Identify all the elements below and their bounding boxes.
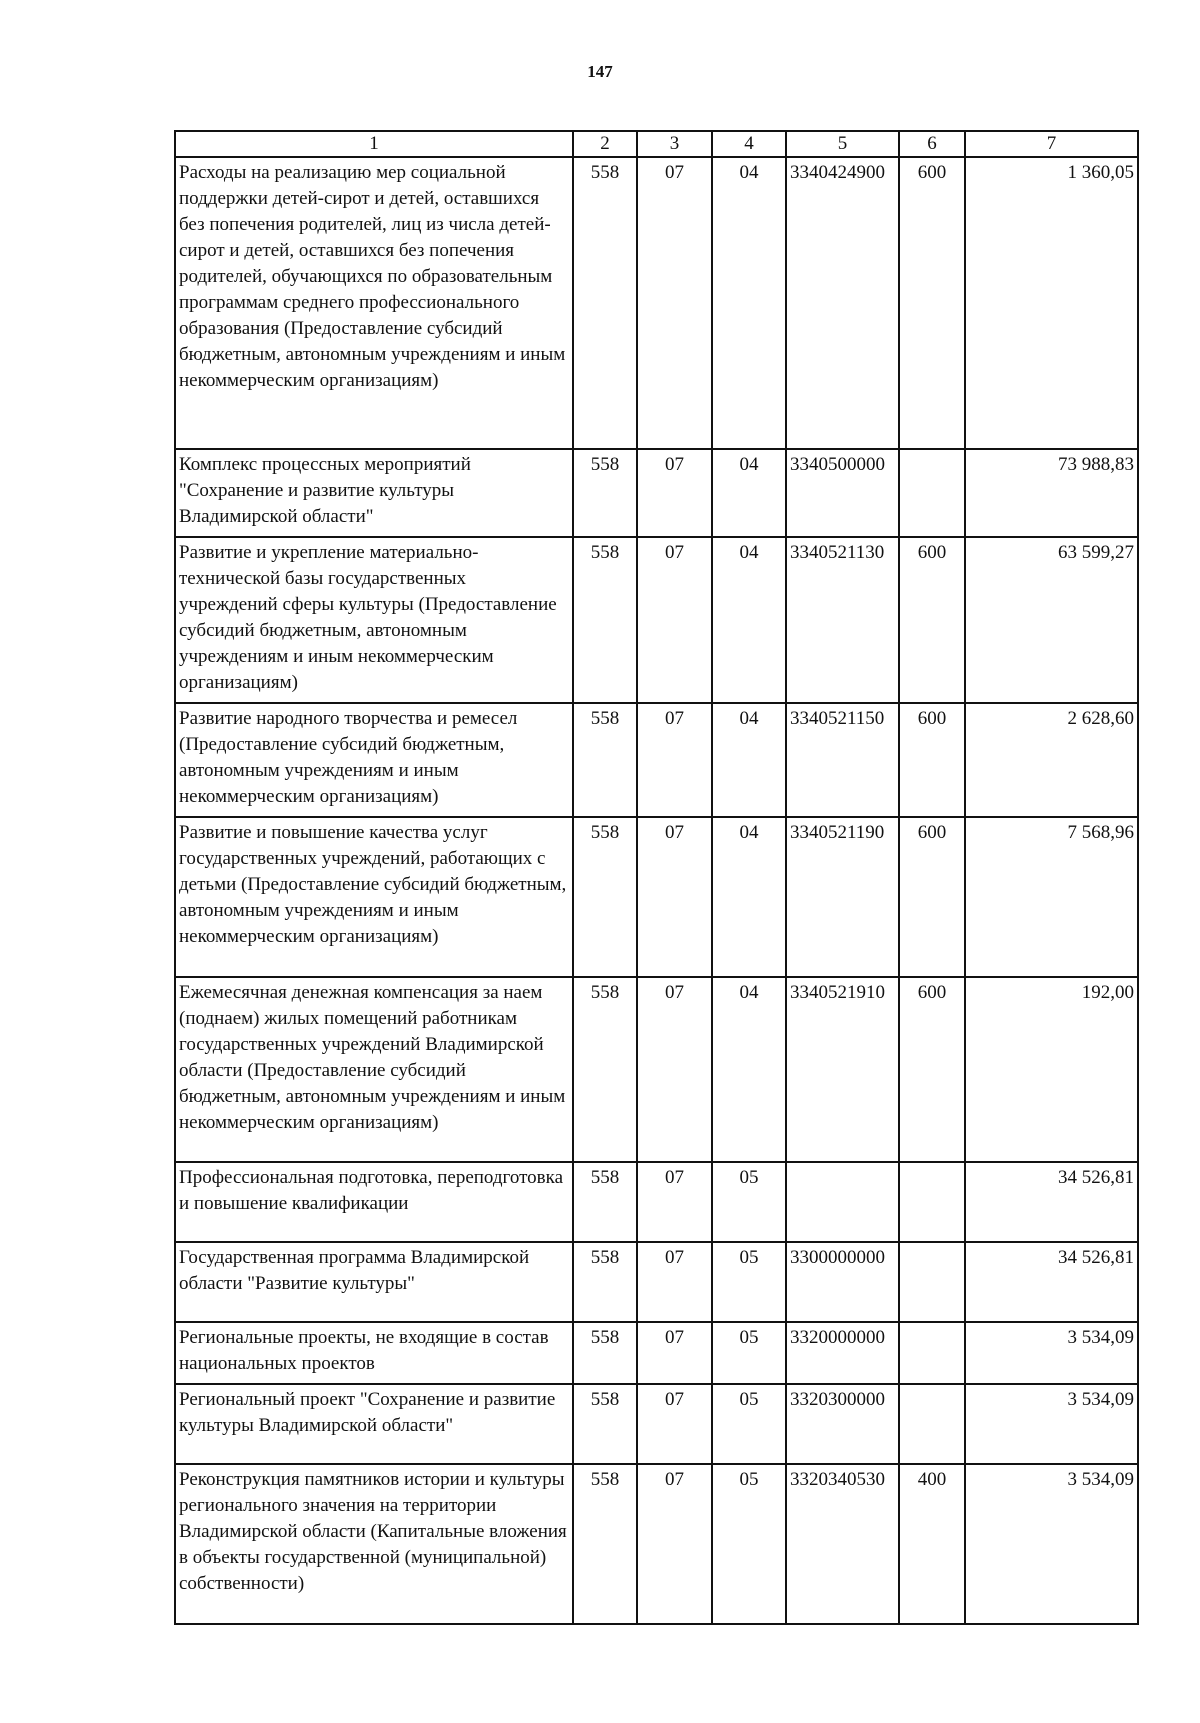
subsection-code: 05 bbox=[712, 1384, 786, 1464]
target-article-code: 3320000000 bbox=[786, 1322, 899, 1384]
section-code: 07 bbox=[637, 1242, 712, 1322]
target-article-code: 3320340530 bbox=[786, 1464, 899, 1624]
ministry-code: 558 bbox=[573, 449, 637, 537]
row-name: Ежемесячная денежная компенсация за наем (поднаем) жилых помещений работникам государственных учреждений Владимирской области (Предоставление субсидий бюджетным, автономным учреждениям и иным некоммерческим организациям) bbox=[175, 977, 573, 1162]
expense-kind-code bbox=[899, 1242, 965, 1322]
table-row bbox=[175, 1162, 1138, 1242]
ministry-code: 558 bbox=[573, 1322, 637, 1384]
ministry-code: 558 bbox=[573, 157, 637, 449]
amount: 3 534,09 bbox=[965, 1322, 1138, 1384]
section-code: 07 bbox=[637, 537, 712, 703]
subsection-code: 05 bbox=[712, 1464, 786, 1624]
ministry-code: 558 bbox=[573, 1464, 637, 1624]
row-name: Профессиональная подготовка, переподготовка и повышение квалификации bbox=[175, 1162, 573, 1242]
amount: 3 534,09 bbox=[965, 1464, 1138, 1624]
budget-table bbox=[174, 130, 1139, 1625]
subsection-code: 04 bbox=[712, 537, 786, 703]
amount: 1 360,05 bbox=[965, 157, 1138, 449]
amount: 34 526,81 bbox=[965, 1162, 1138, 1242]
target-article-code: 3340521150 bbox=[786, 703, 899, 817]
subsection-code: 04 bbox=[712, 817, 786, 977]
amount: 73 988,83 bbox=[965, 449, 1138, 537]
table-row bbox=[175, 1242, 1138, 1322]
section-code: 07 bbox=[637, 449, 712, 537]
row-name: Развитие и укрепление материально-технической базы государственных учреждений сферы культуры (Предоставление субсидий бюджетным, автономным учреждениям и иным некоммерческим организациям) bbox=[175, 537, 573, 703]
column-header-3: 3 bbox=[637, 131, 712, 157]
row-name: Государственная программа Владимирской области "Развитие культуры" bbox=[175, 1242, 573, 1322]
expense-kind-code: 600 bbox=[899, 977, 965, 1162]
subsection-code: 04 bbox=[712, 157, 786, 449]
subsection-code: 04 bbox=[712, 977, 786, 1162]
subsection-code: 05 bbox=[712, 1162, 786, 1242]
ministry-code: 558 bbox=[573, 817, 637, 977]
row-name: Комплекс процессных мероприятий "Сохранение и развитие культуры Владимирской области" bbox=[175, 449, 573, 537]
table-row bbox=[175, 157, 1138, 449]
table-row bbox=[175, 537, 1138, 703]
row-name: Реконструкция памятников истории и культуры регионального значения на территории Владимирской области (Капитальные вложения в объекты государственной (муниципальной) собственности) bbox=[175, 1464, 573, 1624]
expense-kind-code: 600 bbox=[899, 817, 965, 977]
section-code: 07 bbox=[637, 1162, 712, 1242]
section-code: 07 bbox=[637, 1384, 712, 1464]
table-row bbox=[175, 1464, 1138, 1624]
target-article-code: 3340521130 bbox=[786, 537, 899, 703]
amount: 7 568,96 bbox=[965, 817, 1138, 977]
target-article-code: 3320300000 bbox=[786, 1384, 899, 1464]
expense-kind-code bbox=[899, 1384, 965, 1464]
subsection-code: 05 bbox=[712, 1322, 786, 1384]
expense-kind-code: 600 bbox=[899, 703, 965, 817]
ministry-code: 558 bbox=[573, 703, 637, 817]
target-article-code: 3340521190 bbox=[786, 817, 899, 977]
subsection-code: 05 bbox=[712, 1242, 786, 1322]
table-row bbox=[175, 703, 1138, 817]
column-header-7: 7 bbox=[965, 131, 1138, 157]
target-article-code: 3340500000 bbox=[786, 449, 899, 537]
row-name: Региональный проект "Сохранение и развитие культуры Владимирской области" bbox=[175, 1384, 573, 1464]
row-name: Развитие и повышение качества услуг государственных учреждений, работающих с детьми (Предоставление субсидий бюджетным, автономным учреждениям и иным некоммерческим организациям) bbox=[175, 817, 573, 977]
subsection-code: 04 bbox=[712, 703, 786, 817]
column-header-2: 2 bbox=[573, 131, 637, 157]
amount: 2 628,60 bbox=[965, 703, 1138, 817]
row-name: Развитие народного творчества и ремесел (Предоставление субсидий бюджетным, автономным учреждениям и иным некоммерческим организациям) bbox=[175, 703, 573, 817]
target-article-code: 3340521910 bbox=[786, 977, 899, 1162]
expense-kind-code bbox=[899, 1162, 965, 1242]
ministry-code: 558 bbox=[573, 537, 637, 703]
amount: 3 534,09 bbox=[965, 1384, 1138, 1464]
section-code: 07 bbox=[637, 1322, 712, 1384]
section-code: 07 bbox=[637, 977, 712, 1162]
subsection-code: 04 bbox=[712, 449, 786, 537]
ministry-code: 558 bbox=[573, 1162, 637, 1242]
table-row bbox=[175, 1322, 1138, 1384]
page-number: 147 bbox=[587, 62, 613, 81]
column-header-5: 5 bbox=[786, 131, 899, 157]
column-header-4: 4 bbox=[712, 131, 786, 157]
ministry-code: 558 bbox=[573, 977, 637, 1162]
table-row bbox=[175, 817, 1138, 977]
amount: 34 526,81 bbox=[965, 1242, 1138, 1322]
row-name: Региональные проекты, не входящие в состав национальных проектов bbox=[175, 1322, 573, 1384]
column-header-1: 1 bbox=[175, 131, 573, 157]
expense-kind-code: 400 bbox=[899, 1464, 965, 1624]
target-article-code: 3300000000 bbox=[786, 1242, 899, 1322]
amount: 192,00 bbox=[965, 977, 1138, 1162]
table-row bbox=[175, 1384, 1138, 1464]
ministry-code: 558 bbox=[573, 1242, 637, 1322]
target-article-code: 3340424900 bbox=[786, 157, 899, 449]
target-article-code bbox=[786, 1162, 899, 1242]
section-code: 07 bbox=[637, 157, 712, 449]
row-name: Расходы на реализацию мер социальной поддержки детей-сирот и детей, оставшихся без попечения родителей, лиц из числа детей-сирот и детей, оставшихся без попечения родителей, обучающихся по образовательным программам среднего профессионального образования (Предоставление субсидий бюджетным, автономным учреждениям и иным некоммерческим организациям) bbox=[175, 157, 573, 449]
ministry-code: 558 bbox=[573, 1384, 637, 1464]
column-number-row bbox=[175, 131, 1138, 157]
expense-kind-code bbox=[899, 449, 965, 537]
table-row bbox=[175, 449, 1138, 537]
expense-kind-code: 600 bbox=[899, 537, 965, 703]
section-code: 07 bbox=[637, 703, 712, 817]
column-header-6: 6 bbox=[899, 131, 965, 157]
expense-kind-code bbox=[899, 1322, 965, 1384]
amount: 63 599,27 bbox=[965, 537, 1138, 703]
section-code: 07 bbox=[637, 1464, 712, 1624]
section-code: 07 bbox=[637, 817, 712, 977]
expense-kind-code: 600 bbox=[899, 157, 965, 449]
table-row bbox=[175, 977, 1138, 1162]
